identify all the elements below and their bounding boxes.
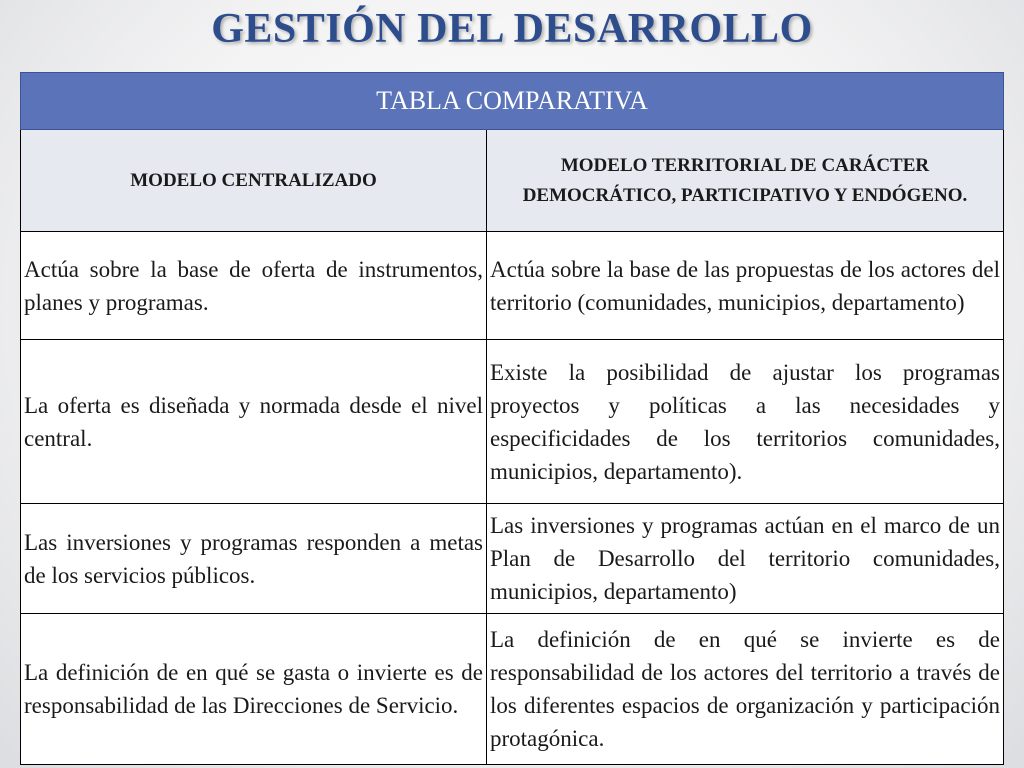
table-header-row: [21, 73, 1004, 130]
cell-centralizado: La definición de en qué se gasta o invierte es de responsabilidad de las Direcciones de Servicio.: [21, 614, 487, 765]
table-header: TABLA COMPARATIVA: [21, 73, 1004, 130]
column-header-centralizado: MODELO CENTRALIZADO: [21, 130, 487, 232]
column-header-row: [21, 130, 1004, 232]
table-row: [21, 232, 1004, 340]
table-row: [21, 614, 1004, 765]
cell-centralizado: La oferta es diseñada y normada desde el nivel central.: [21, 340, 487, 504]
comparison-table: [20, 72, 1004, 765]
table-row: [21, 504, 1004, 614]
slide-title: GESTIÓN DEL DESARROLLO: [211, 6, 813, 52]
cell-territorial: La definición de en qué se invierte es de responsabilidad de los actores del territorio a través de los diferentes espacios de organización y participación protagónica.: [487, 614, 1004, 765]
cell-centralizado: Las inversiones y programas responden a metas de los servicios públicos.: [21, 504, 487, 614]
cell-territorial: Las inversiones y programas actúan en el marco de un Plan de Desarrollo del territorio comunidades, municipios, departamento): [487, 504, 1004, 614]
table-row: [21, 340, 1004, 504]
cell-territorial: Existe la posibilidad de ajustar los programas proyectos y políticas a las necesidades y especificidades de los territorios comunidades, municipios, departamento).: [487, 340, 1004, 504]
cell-territorial: Actúa sobre la base de las propuestas de los actores del territorio (comunidades, municipios, departamento): [487, 232, 1004, 340]
cell-centralizado: Actúa sobre la base de oferta de instrumentos, planes y programas.: [21, 232, 487, 340]
column-header-territorial: MODELO TERRITORIAL DE CARÁCTER DEMOCRÁTICO, PARTICIPATIVO Y ENDÓGENO.: [487, 130, 1004, 232]
